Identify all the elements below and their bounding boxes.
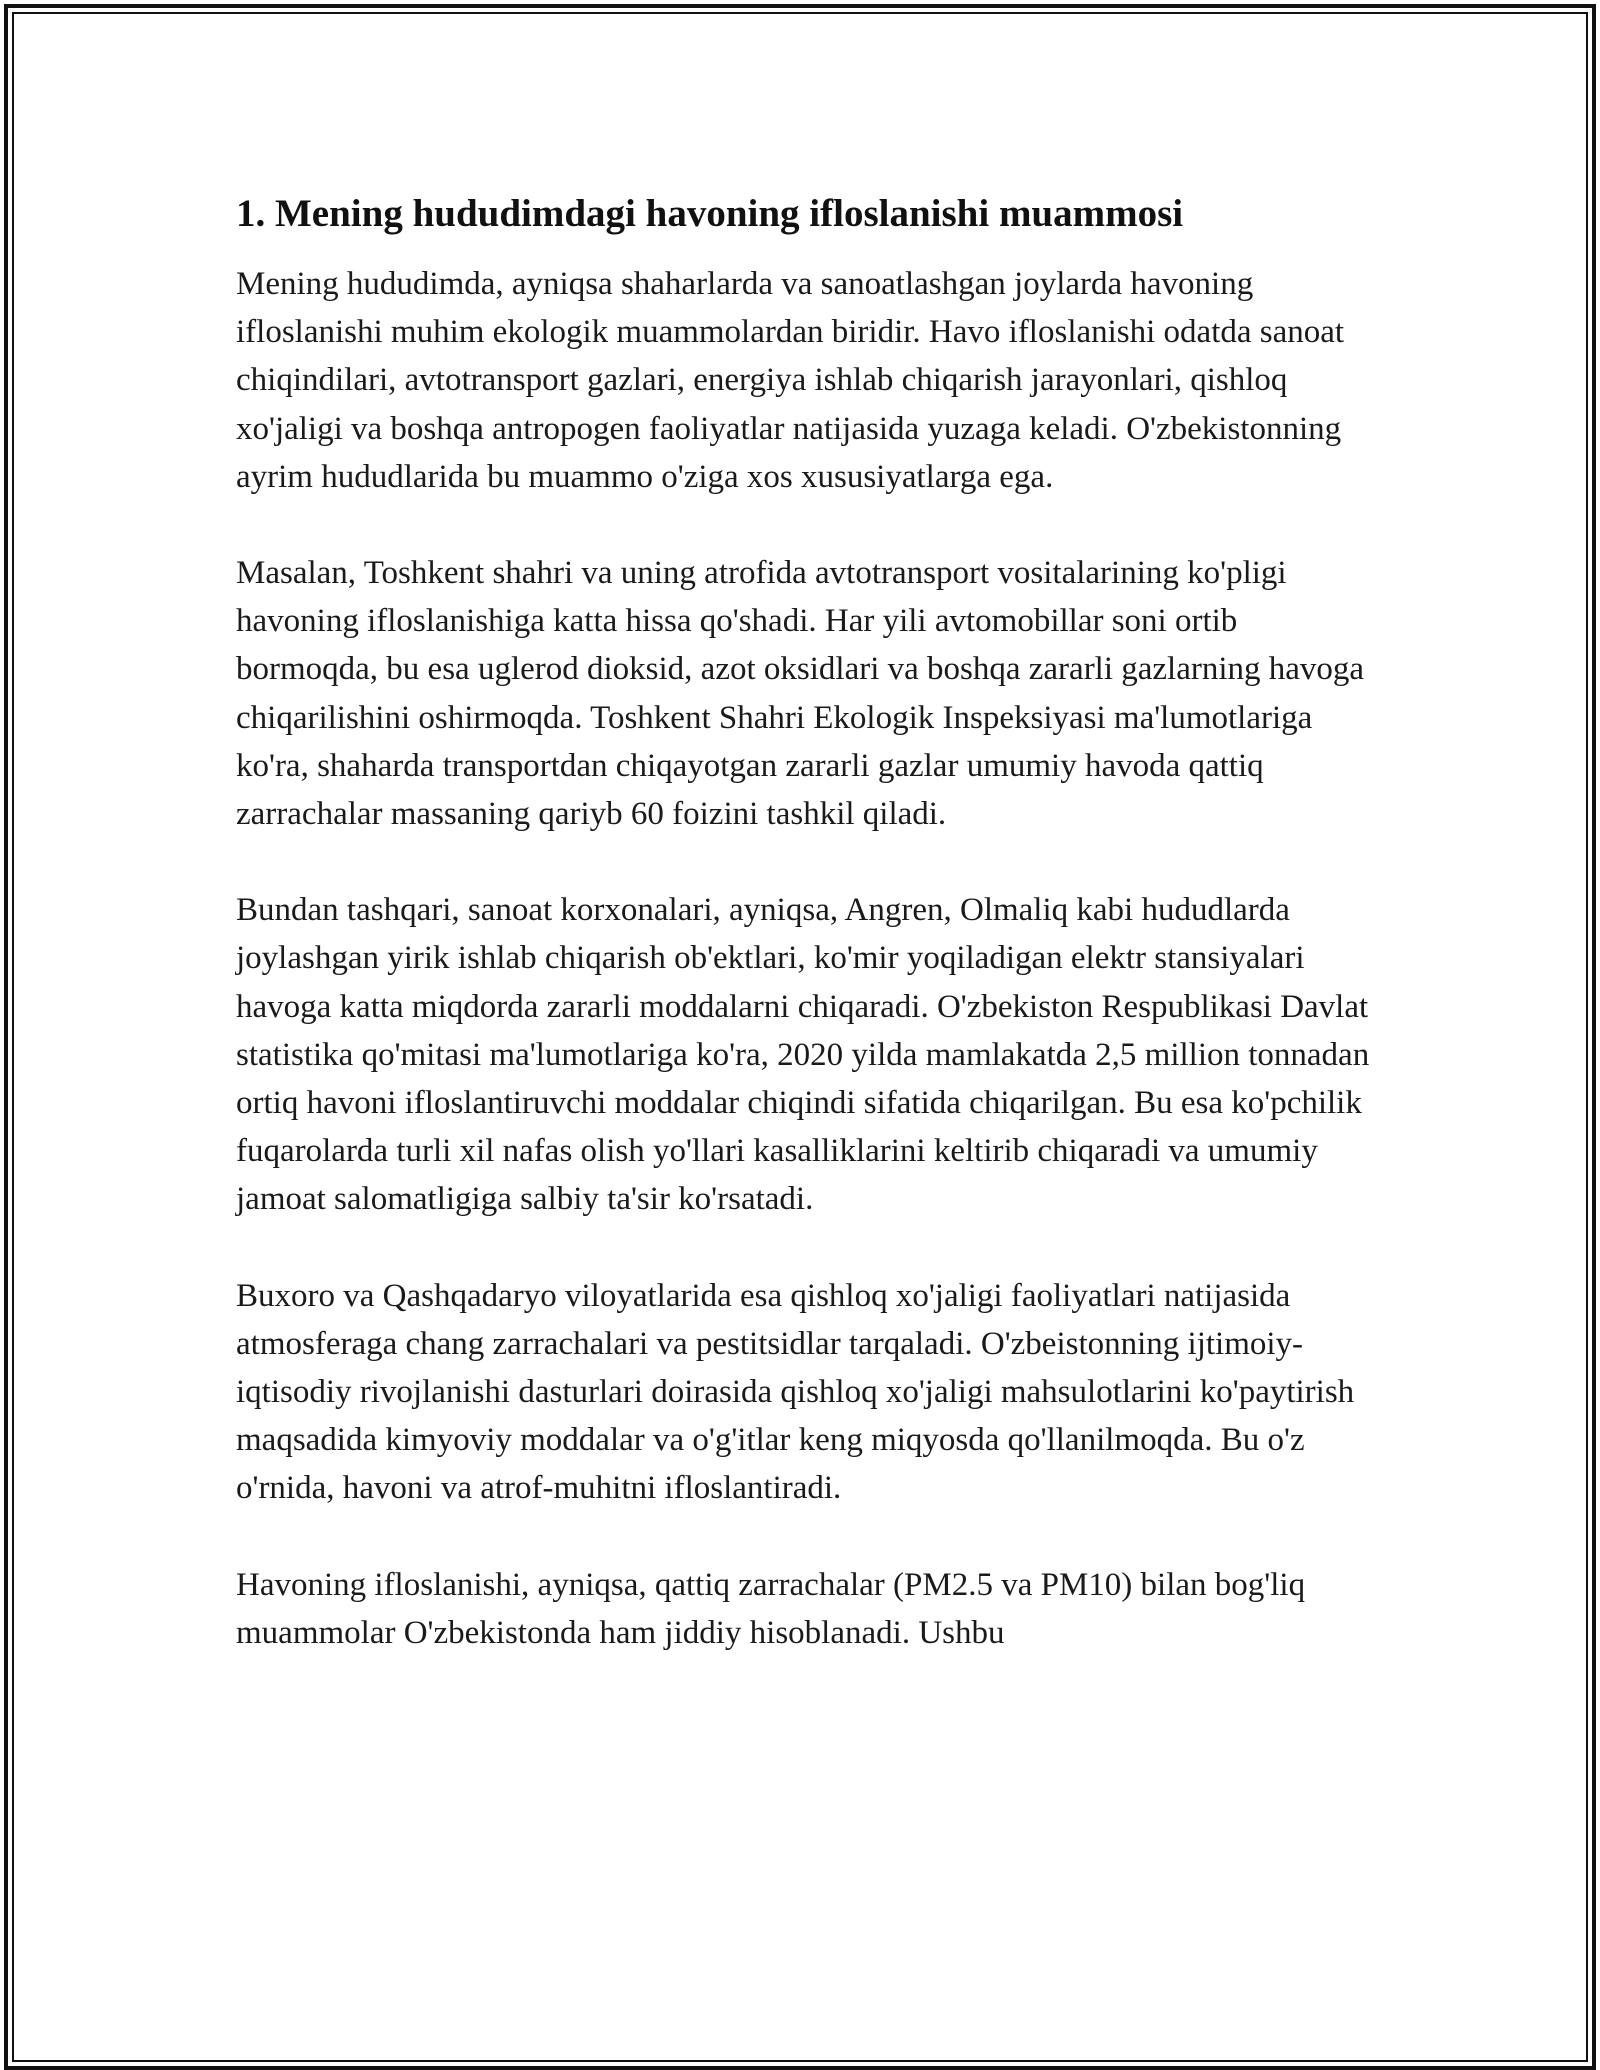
- section-heading: 1. Mening hududimdagi havoning ifloslanishi muammosi: [236, 192, 1184, 235]
- paragraph-particulates: Havoning ifloslanishi, ayniqsa, qattiq zarrachalar (PM2.5 va PM10) bilan bog'liq muammolar O'zbekistonda ham jiddiy hisoblanadi. Ushbu: [236, 1566, 1306, 1651]
- document-body: [236, 190, 1376, 1705]
- paragraph-tashkent: Masalan, Toshkent shahri va uning atrofida avtotransport vositalarining ko'pligi havoning ifloslanishiga katta hissa qo'shadi. Har yili avtomobillar soni ortib bormoqda, bu esa uglerod dioksid, azot oksidlari va boshqa zararli gazlarning havoga chiqarilishini oshirmoqda. Toshkent Shahri Ekologik Inspeksiyasi ma'lumotlariga ko'ra, shaharda transportdan chiqayotgan zararli gazlar umumiy havoda qattiq zarrachalar massaning qariyb 60 foizini tashkil qiladi.: [236, 555, 1365, 833]
- paragraph-agriculture: Buxoro va Qashqadaryo viloyatlarida esa qishloq xo'jaligi faoliyatlari natijasida atmosferaga chang zarrachalari va pestitsidlar tarqaladi. O'zbeistonning ijtimoiy-iqtisodiy rivojlanishi dasturlari doirasida qishloq xo'jaligi mahsulotlarini ko'paytirish maqsadida kimyoviy moddalar va o'g'itlar keng miqyosda qo'llanilmoqda. Bu o'z o'rnida, havoni va atrof-muhitni ifloslantiradi.: [236, 1277, 1355, 1507]
- paragraph-industry: Bundan tashqari, sanoat korxonalari, ayniqsa, Angren, Olmaliq kabi hududlarda joylashgan yirik ishlab chiqarish ob'ektlari, ko'mir yoqiladigan elektr stansiyalari havoga katta miqdorda zararli moddalarni chiqaradi. O'zbekiston Respublikasi Davlat statistika qo'mitasi ma'lumotlariga ko'ra, 2020 yilda mamlakatda 2,5 million tonnadan ortiq havoni ifloslantiruvchi moddalar chiqindi sifatida chiqarilgan. Bu esa ko'pchilik fuqarolarda turli xil nafas olish yo'llari kasalliklarini keltirib chiqaradi va umumiy jamoat salomatligiga salbiy ta'sir ko'rsatadi.: [236, 892, 1370, 1218]
- paragraph-intro: Mening hududimda, ayniqsa shaharlarda va sanoatlashgan joylarda havoning ifloslanishi muhim ekologik muammolardan biridir. Havo ifloslanishi odatda sanoat chiqindilari, avtotransport gazlari, energiya ishlab chiqarish jarayonlari, qishloq xo'jaligi va boshqa antropogen faoliyatlar natijasida yuzaga keladi. O'zbekistonning ayrim hududlarida bu muammo o'ziga xos xususiyatlarga ega.: [236, 266, 1345, 495]
